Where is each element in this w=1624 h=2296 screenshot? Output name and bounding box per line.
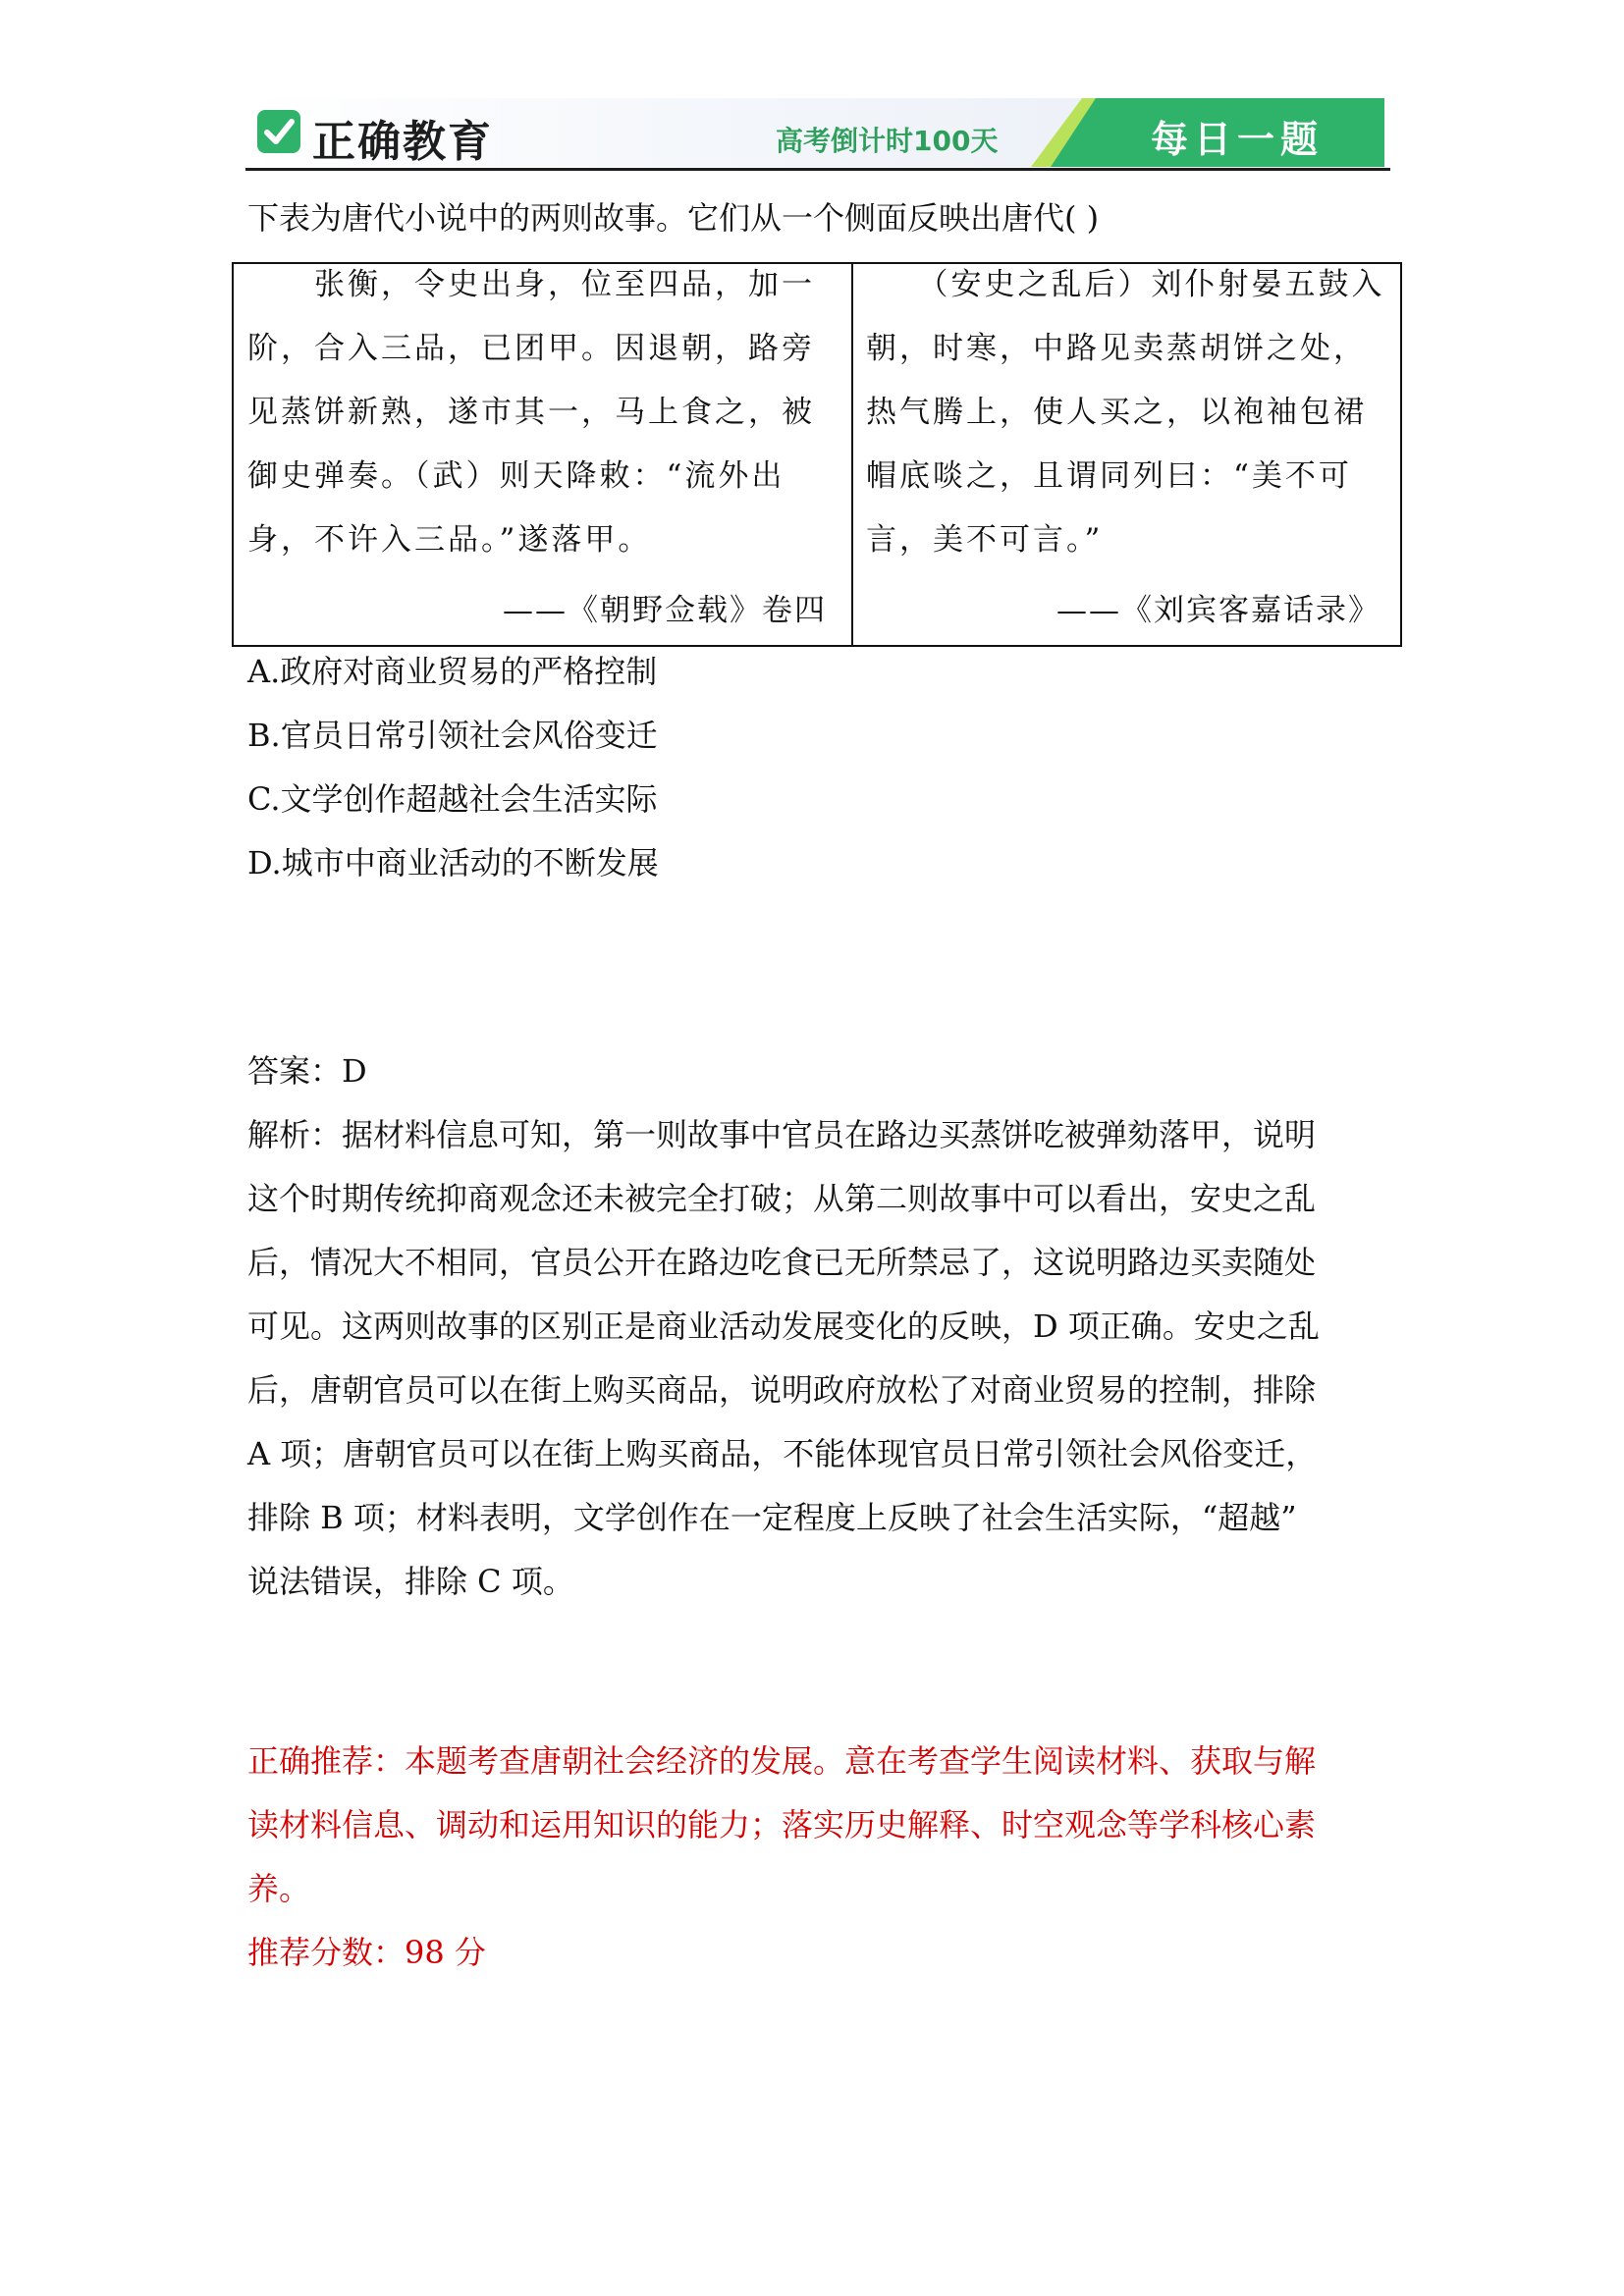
analysis-line: 解析：据材料信息可知，第一则故事中官员在路边买蒸饼吃被弹劾落甲，说明 <box>247 1116 1317 1153</box>
analysis-line: A 项；唐朝官员可以在街上购买商品，不能体现官员日常引领社会风俗变迁， <box>247 1435 1318 1472</box>
countdown-text: 高考倒计时100天 <box>776 125 999 157</box>
analysis-line: 排除 B 项；材料表明，文学创作在一定程度上反映了社会生活实际，“超越” <box>247 1499 1297 1536</box>
option-b: B.官员日常引领社会风俗变迁 <box>247 717 658 754</box>
analysis-line: 可见。这两则故事的区别正是商业活动发展变化的反映，D 项正确。安史之乱 <box>247 1308 1320 1345</box>
material-right-line: 朝，时寒，中路见卖蒸胡饼之处， <box>866 331 1367 366</box>
analysis-line: 后，唐朝官员可以在街上购买商品，说明政府放松了对商业贸易的控制，排除 <box>247 1371 1317 1409</box>
option-c: C.文学创作超越社会生活实际 <box>247 780 658 818</box>
option-d: D.城市中商业活动的不断发展 <box>247 844 659 881</box>
recommendation-line: 养。 <box>247 1870 311 1907</box>
material-right-line: 热气腾上，使人买之，以袍袖包裙 <box>866 395 1367 430</box>
material-left-line: 阶，合入三品，已团甲。因退朝，路旁 <box>247 331 815 366</box>
recommendation-score: 推荐分数：98 分 <box>247 1934 486 1971</box>
material-right-source: ——《刘宾客嘉话录》 <box>1056 593 1380 628</box>
material-left-line: 御史弹奏。（武）则天降敕：“流外出 <box>247 458 785 494</box>
material-left-source: ——《朝野佥载》卷四 <box>503 593 827 628</box>
analysis-line: 说法错误，排除 C 项。 <box>247 1563 574 1600</box>
option-a: A.政府对商业贸易的严格控制 <box>247 653 658 690</box>
check-icon <box>257 110 300 153</box>
recommendation-line: 读材料信息、调动和运用知识的能力；落实历史解释、时空观念等学科核心素 <box>247 1806 1317 1843</box>
daily-question-label: 每日一题 <box>1151 118 1325 161</box>
material-left-line: 身，不许入三品。”遂落甲。 <box>247 522 652 558</box>
answer: 答案：D <box>247 1052 367 1090</box>
material-left-line: 见蒸饼新熟，遂市其一，马上食之，被 <box>247 395 815 430</box>
material-right-line: 言，美不可言。” <box>866 522 1104 558</box>
material-right-line: 帽底啖之，且谓同列曰：“美不可 <box>866 458 1352 494</box>
brand-name: 正确教育 <box>312 117 493 167</box>
table-divider <box>851 262 853 647</box>
header-rule <box>245 168 1390 171</box>
analysis-line: 这个时期传统抑商观念还未被完全打破；从第二则故事中可以看出，安史之乱 <box>247 1180 1317 1217</box>
analysis-line: 后，情况大不相同，官员公开在路边吃食已无所禁忌了，这说明路边买卖随处 <box>247 1244 1317 1281</box>
material-left-line: 张衡，令史出身，位至四品，加一 <box>247 267 815 302</box>
recommendation-line: 正确推荐：本题考查唐朝社会经济的发展。意在考查学生阅读材料、获取与解 <box>247 1742 1317 1780</box>
question-stem: 下表为唐代小说中的两则故事。它们从一个侧面反映出唐代( ) <box>247 199 1100 237</box>
material-right-line: （安史之乱后）刘仆射晏五鼓入 <box>866 267 1385 302</box>
